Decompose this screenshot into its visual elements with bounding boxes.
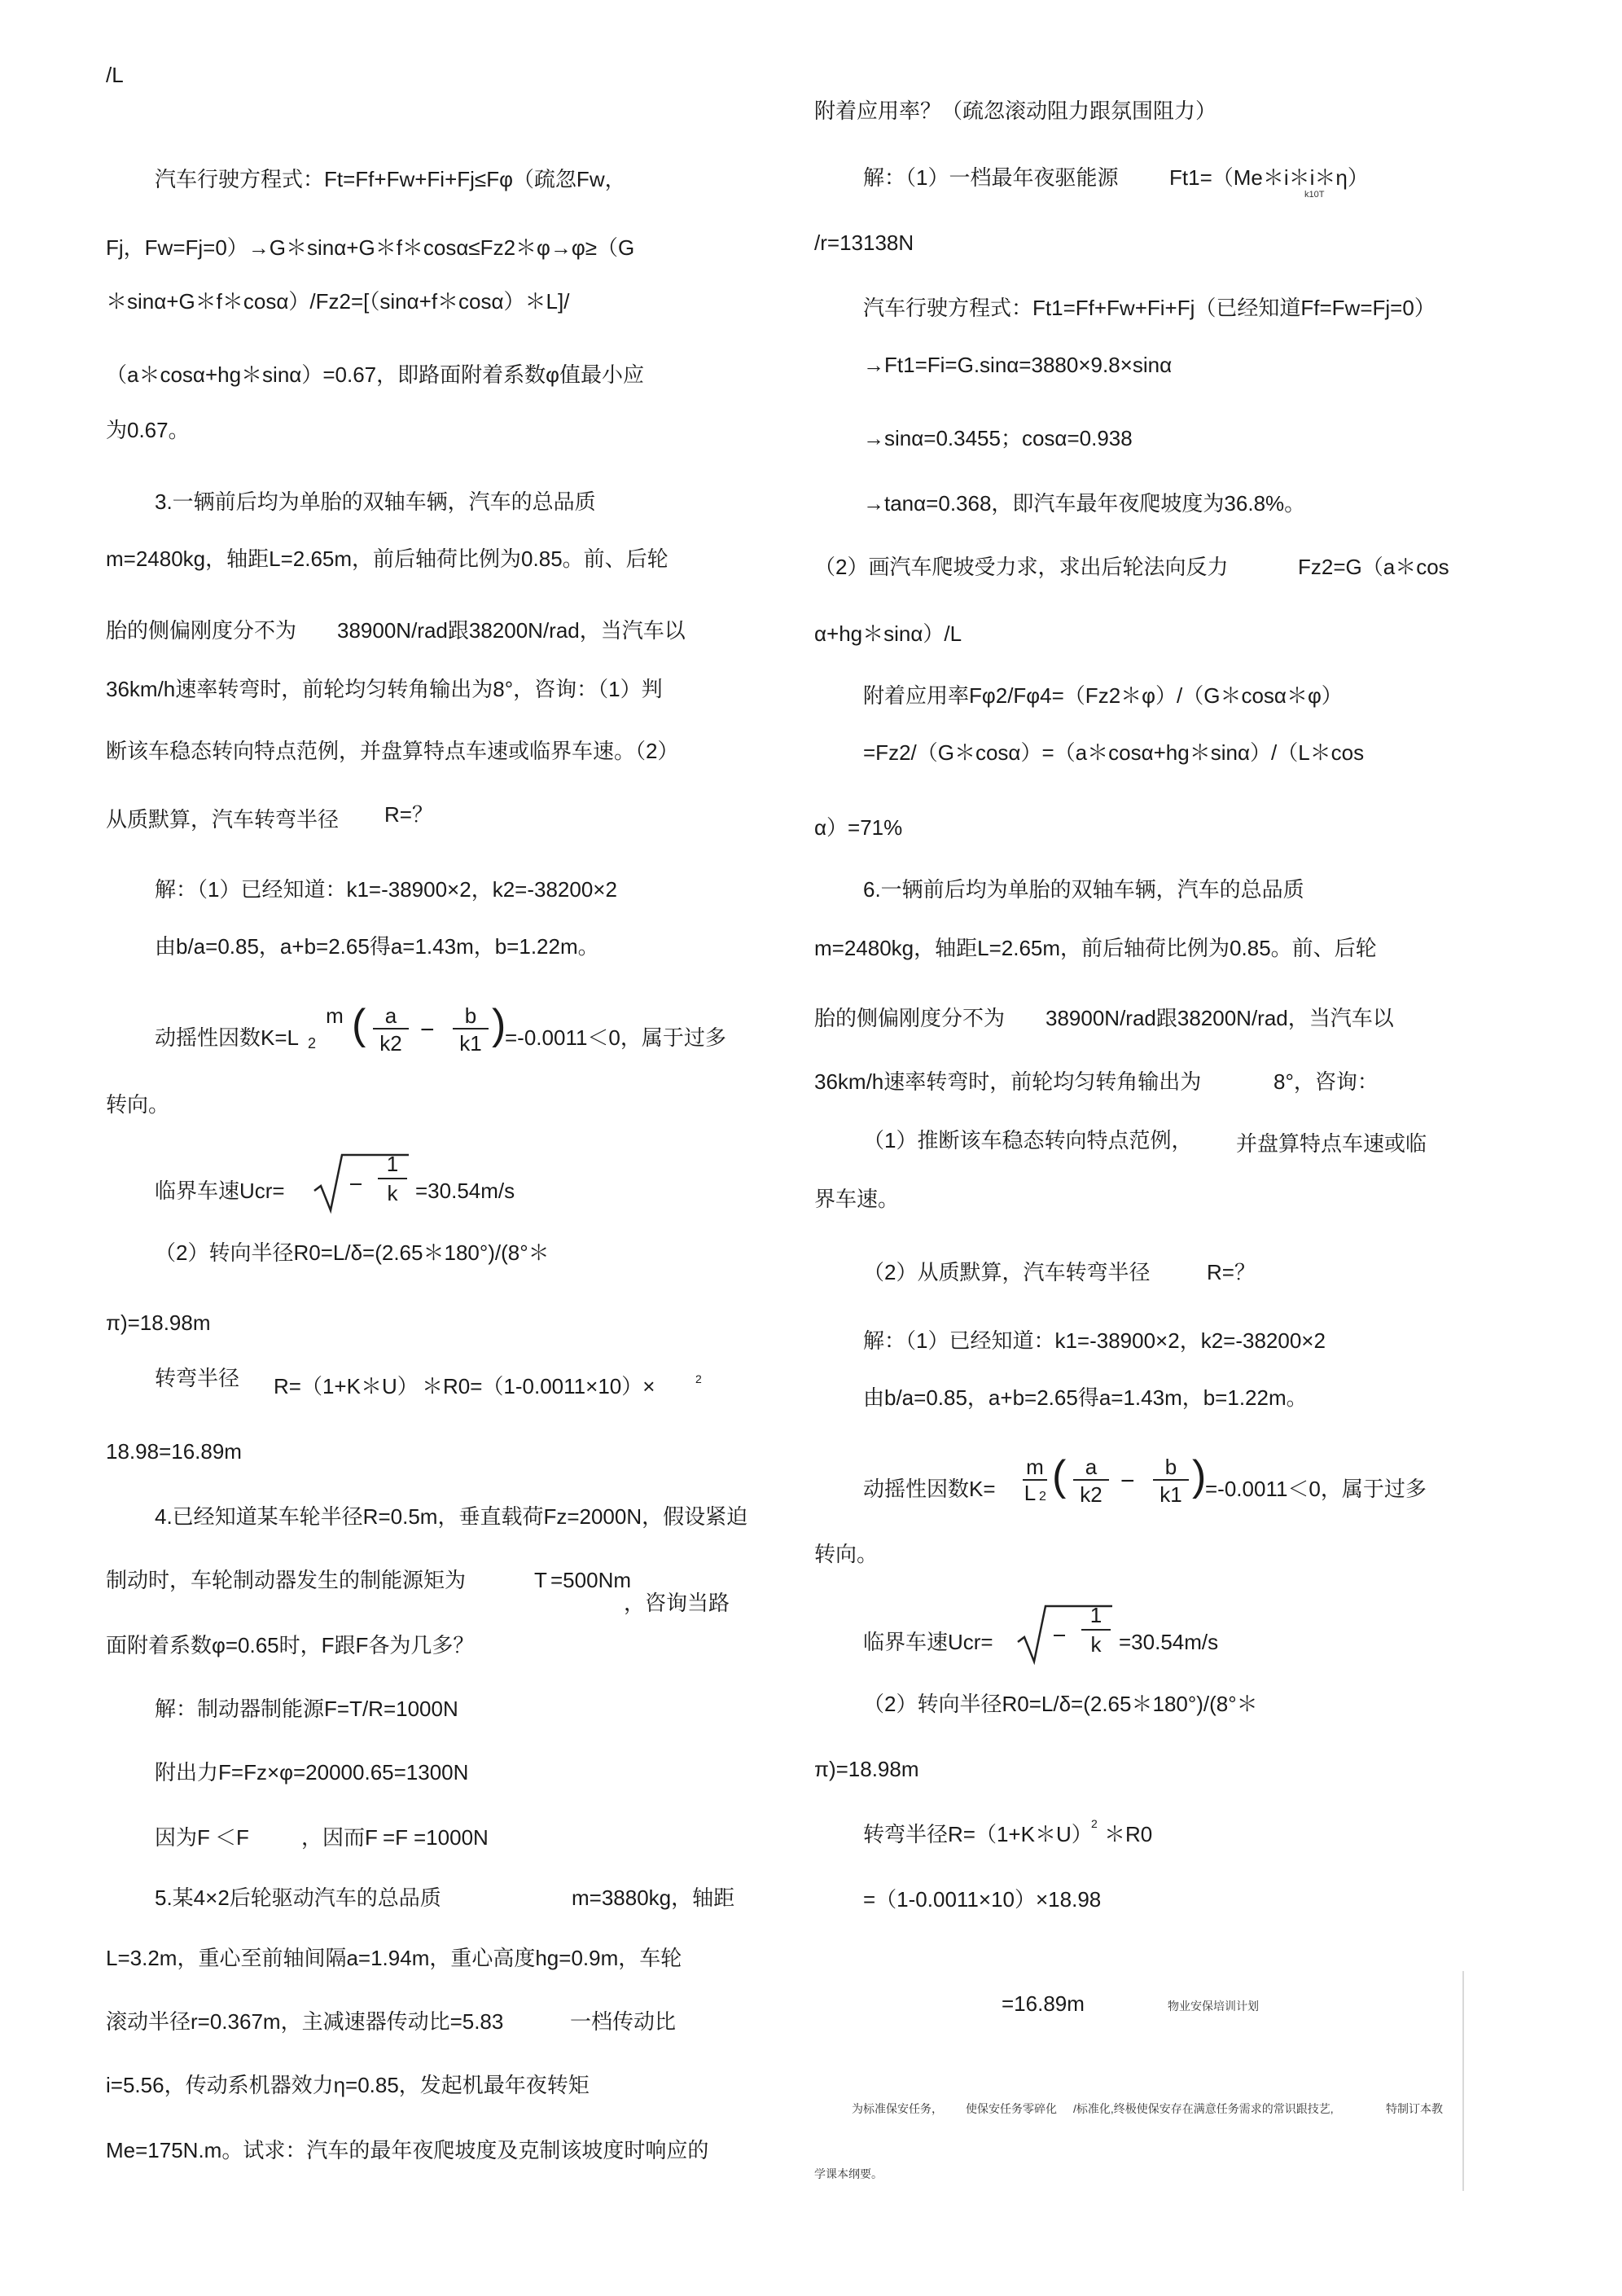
formula-label: 动摇性因数K=	[863, 1477, 996, 1501]
text-line: R=？	[1207, 1260, 1256, 1284]
fraction-denominator: L	[1024, 1481, 1037, 1505]
text-line: 界车速。	[814, 1187, 900, 1211]
text-line: （2）转向半径R0=L/δ=(2.65＊180°)/(8°＊	[155, 1240, 550, 1265]
text-line: 转弯半径R=（1+K＊U）	[863, 1822, 1093, 1846]
formula-label: 动摇性因数K=L	[155, 1025, 299, 1050]
divider-line	[1462, 1971, 1464, 2191]
text-line: /r=13138N	[814, 230, 914, 255]
text-line: 转弯半径	[155, 1366, 240, 1390]
text-line: 解：制动器制能源F=T/R=1000N	[155, 1697, 458, 1721]
fraction-numerator: 1	[386, 1152, 399, 1176]
text-line: 面附着系数φ=0.65时，F跟F各为几多？	[106, 1633, 475, 1657]
text-line: 从质默算，汽车转弯半径	[106, 807, 340, 832]
text-line: 由b/a=0.85，a+b=2.65得a=1.43m，b=1.22m。	[155, 934, 599, 959]
formula-subscript: 2	[1039, 1490, 1046, 1504]
text-line: （2）转向半径R0=L/δ=(2.65＊180°)/(8°＊	[863, 1692, 1258, 1716]
text-line: 滚动半径r=0.367m，主减速器传动比=5.83	[106, 2009, 504, 2034]
appendix-title: 物业安保培训计划	[1168, 2000, 1259, 2013]
fraction-numerator: 1	[1089, 1603, 1103, 1627]
text-line: α+hg＊sinα）/L	[814, 621, 962, 646]
text-line: 解：（1）已经知道：k1=-38900×2，k2=-38200×2	[155, 877, 617, 902]
appendix-text: /标准化,终极使保安存在满意任务需求的常识跟技艺,	[1073, 2102, 1334, 2115]
text-line: m=2480kg，轴距L=2.65m，前后轴荷比例为0.85。前、后轮	[814, 936, 1377, 960]
text-line: 附着应用率？（疏忽滚动阻力跟氛围阻力）	[814, 99, 1217, 123]
text-line: =16.89m	[1002, 1991, 1085, 2016]
fraction-bar	[453, 1028, 489, 1029]
formula-label: 临界车速Ucr=	[155, 1179, 285, 1203]
fraction-numerator: b	[464, 1003, 477, 1028]
text-line: （2）从质默算，汽车转弯半径	[863, 1260, 1151, 1284]
text-line: （1）推断该车稳态转向特点范例，	[863, 1128, 1193, 1152]
text-line: 为0.67。	[106, 418, 190, 442]
text-line: 制动时，车轮制动器发生的制能源矩为	[106, 1568, 467, 1592]
formula-paren: )	[492, 1001, 506, 1048]
text-line: L=3.2m，重心至前轴间隔a=1.94m，重心高度hg=0.9m，车轮	[106, 1946, 682, 1970]
text-line: 解：（1）一档最年夜驱能源	[863, 165, 1119, 190]
text-line: 转向。	[106, 1092, 170, 1117]
text-line: 18.98=16.89m	[106, 1439, 242, 1464]
text-line: →tanα=0.368，即汽车最年夜爬坡度为36.8%。	[863, 491, 1306, 516]
text-line: ，咨询当路	[624, 1591, 730, 1615]
text-fragment: =1000N	[414, 1825, 489, 1850]
text-line: =（1-0.0011×10）×18.98	[863, 1887, 1102, 1912]
fraction-bar	[1073, 1479, 1109, 1481]
fraction-denominator: k1	[1160, 1482, 1182, 1507]
formula-label: 临界车速Ucr=	[863, 1630, 993, 1654]
text-line: Fj，Fw=Fj=0）→G＊sinα+G＊f＊cosα≤Fz2＊φ→φ≥（G	[106, 235, 635, 260]
text-line: 8°，咨询：	[1273, 1069, 1379, 1094]
formula-result: =-0.0011＜0，属于过多	[1205, 1477, 1427, 1501]
formula-subscript: 2	[308, 1035, 317, 1051]
text-line: m=3880kg，轴距	[572, 1886, 735, 1910]
problem-6-heading: 6.一辆前后均为单胎的双轴车辆，汽车的总品质	[863, 877, 1304, 902]
text-line: 38900N/rad跟38200N/rad，当汽车以	[1046, 1006, 1394, 1030]
formula-result: =-0.0011＜0，属于过多	[505, 1025, 726, 1050]
formula-paren: (	[352, 1001, 366, 1048]
fraction-denominator: k2	[1080, 1482, 1103, 1507]
text-line: 36km/h速率转弯时，前轮均匀转角输出为	[814, 1069, 1202, 1094]
text-line: 汽车行驶方程式：Ft=Ff+Fw+Fi+Fj≤Fφ（疏忽Fw，	[155, 167, 626, 191]
text-line: 并盘算特点车速或临	[1236, 1131, 1427, 1156]
text-line: Ft1=（Me＊i＊i＊η）	[1169, 165, 1369, 190]
fraction-denominator: k	[387, 1181, 398, 1205]
text-line: R=？	[384, 802, 433, 827]
text-fragment: 因为F	[155, 1825, 210, 1850]
formula-paren: (	[1052, 1452, 1067, 1499]
text-line: 胎的侧偏刚度分不为	[814, 1006, 1006, 1030]
minus-sign: −	[1120, 1468, 1135, 1495]
fraction-numerator: a	[384, 1003, 397, 1028]
text-line: T	[534, 1568, 547, 1592]
text-line: 解：（1）已经知道：k1=-38900×2，k2=-38200×2	[863, 1328, 1326, 1353]
fraction-denominator: k2	[379, 1031, 402, 1056]
problem-4-heading: 4.已经知道某车轮半径R=0.5m，垂直载荷Fz=2000N，假设紧迫	[155, 1504, 748, 1529]
superscript: 2	[1091, 1817, 1098, 1830]
fraction-bar	[373, 1028, 409, 1029]
subscript: k10T	[1304, 190, 1325, 200]
text-line: 附着应用率Fφ2/Fφ4=（Fz2＊φ）/（G＊cosα＊φ）	[863, 683, 1343, 708]
text-line: ＊R0=（1-0.0011×10）×	[422, 1374, 655, 1398]
text-line: R=（1+K＊U）	[274, 1374, 419, 1398]
text-line: m=2480kg，轴距L=2.65m，前后轴荷比例为0.85。前、后轮	[106, 547, 669, 571]
text-fragment: ，因而F	[301, 1825, 378, 1850]
text-line: 38900N/rad跟38200N/rad，当汽车以	[337, 618, 686, 643]
text-line: 断该车稳态转向特点范例，并盘算特点车速或临界车速。（2）	[106, 739, 679, 763]
text-line: ＊sinα+G＊f＊cosα）/Fz2=[（sinα+f＊cosα）＊L]/	[106, 289, 570, 314]
text-line: /L	[106, 63, 124, 87]
text-line: 胎的侧偏刚度分不为	[106, 618, 297, 643]
appendix-text: 特制订本教	[1386, 2102, 1443, 2115]
formula-paren: )	[1192, 1452, 1207, 1499]
appendix-text: 学课本纲要。	[814, 2167, 883, 2180]
text-line: 汽车行驶方程式：Ft1=Ff+Fw+Fi+Fj（已经知道Ff=Fw=Fj=0）	[863, 296, 1436, 320]
text-fragment: ＜F	[215, 1825, 249, 1850]
text-line: 36km/h速率转弯时，前轮均匀转角输出为8°，咨询：（1）判	[106, 677, 663, 701]
fraction-denominator: k	[1090, 1632, 1102, 1657]
appendix-text: 使保安任务零碎化	[966, 2102, 1057, 2115]
fraction-bar	[378, 1178, 407, 1179]
formula-result: =30.54m/s	[415, 1179, 515, 1203]
text-line: π)=18.98m	[106, 1310, 211, 1335]
text-line: →Ft1=Fi=G.sinα=3880×9.8×sinα	[863, 353, 1173, 377]
text-line: π)=18.98m	[814, 1757, 919, 1781]
text-line: （a＊cosα+hg＊sinα）=0.67，即路面附着系数φ值最小应	[106, 362, 644, 387]
fraction-numerator: b	[1164, 1455, 1177, 1479]
formula-m: m	[1026, 1455, 1044, 1479]
fraction-numerator: a	[1085, 1455, 1098, 1479]
text-line: α）=71%	[814, 815, 903, 840]
fraction-denominator: k1	[459, 1031, 482, 1056]
text-line: i=5.56，传动系机器效力η=0.85，发起机最年夜转矩	[106, 2073, 590, 2097]
text-fragment: =F	[383, 1825, 409, 1850]
problem-3-heading: 3.一辆前后均为单胎的双轴车辆，汽车的总品质	[155, 489, 596, 514]
appendix-text: 为标准保安任务，	[852, 2102, 943, 2115]
problem-5-heading: 5.某4×2后轮驱动汽车的总品质	[155, 1886, 441, 1910]
text-line: =Fz2/（G＊cosα）=（a＊cosα+hg＊sinα）/（L＊cos	[863, 740, 1365, 765]
fraction-bar	[1081, 1629, 1111, 1631]
formula-m: m	[326, 1003, 344, 1028]
text-line: Me=175N.m。试求：汽车的最年夜爬坡度及克制该坡度时响应的	[106, 2138, 709, 2162]
text-line: Fz2=G（a＊cos	[1298, 555, 1449, 579]
text-line: 由b/a=0.85，a+b=2.65得a=1.43m，b=1.22m。	[863, 1385, 1308, 1410]
text-line: 转向。	[814, 1542, 879, 1566]
text-line: （2）画汽车爬坡受力求，求出后轮法向反力	[814, 555, 1229, 579]
formula-result: =30.54m/s	[1119, 1630, 1219, 1654]
text-line: =500Nm	[550, 1568, 631, 1592]
minus-sign: −	[420, 1016, 435, 1043]
fraction-bar	[1153, 1479, 1189, 1481]
text-line: 一档传动比	[570, 2009, 677, 2034]
text-line: →sinα=0.3455；cosα=0.938	[863, 426, 1133, 450]
text-line: ＊R0	[1104, 1822, 1153, 1846]
text-line: 附出力F=Fz×φ=20000.65=1300N	[155, 1760, 469, 1785]
superscript: 2	[695, 1372, 702, 1385]
